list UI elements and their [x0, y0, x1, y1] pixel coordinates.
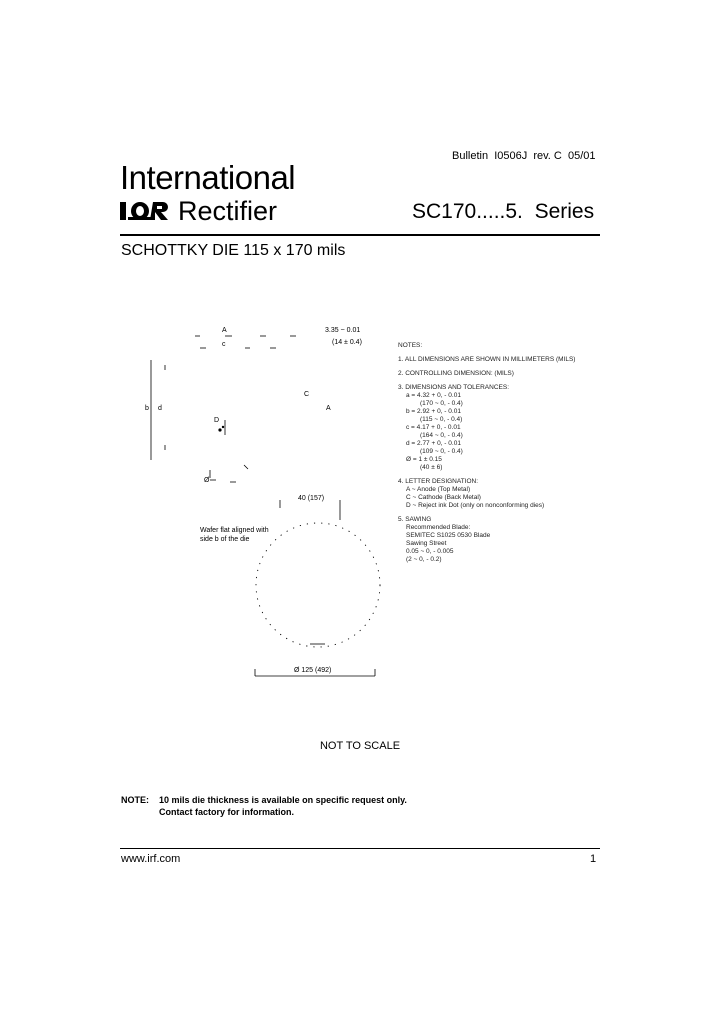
- wafer-diameter: Ø 125 (492): [294, 667, 332, 674]
- brand-international: International: [120, 159, 296, 196]
- brand-rectifier-line: [120, 195, 277, 227]
- dim-top-mils: (14 ± 0.4): [332, 339, 362, 346]
- note-line2: Contact factory for information.: [159, 807, 295, 817]
- note-5: 5. SAWING: [398, 516, 432, 523]
- notes-title: NOTES:: [398, 342, 423, 349]
- label-anode: A: [326, 405, 331, 412]
- tolerance-b: b = 2.92 + 0, - 0.01: [406, 408, 461, 415]
- letter-anode: A ~ Anode (Top Metal): [406, 486, 471, 493]
- series-title: SC170.....5. Series: [412, 200, 595, 223]
- tolerance-a-mils: (170 ~ 0, - 0.4): [420, 400, 463, 407]
- tolerance-d-mils: (109 ~ 0, - 0.4): [420, 448, 463, 455]
- dim-label-a: A: [222, 327, 227, 334]
- letter-cathode: C ~ Cathode (Back Metal): [406, 494, 481, 501]
- note-4: 4. LETTER DESIGNATION:: [398, 478, 479, 485]
- dim-label-b: b: [145, 405, 149, 412]
- tolerance-c: c = 4.17 + 0, - 0.01: [406, 424, 461, 431]
- label-cathode: C: [304, 391, 310, 398]
- sawing-street-label: Sawing Street: [406, 540, 447, 547]
- tolerance-phi: Ø = 1 ± 0.15: [406, 456, 442, 463]
- wafer-note-line1: Wafer flat aligned with: [200, 527, 269, 534]
- note-2: 2. CONTROLLING DIMENSION: (MILS): [398, 370, 514, 377]
- not-to-scale: NOT TO SCALE: [319, 740, 401, 752]
- wafer-note-line2: side b of the die: [200, 536, 250, 543]
- header-rule: [120, 234, 600, 236]
- bulletin-number: Bulletin I0506J rev. C 05/01: [452, 150, 596, 162]
- note-label: NOTE:: [121, 795, 149, 805]
- note-3: 3. DIMENSIONS AND TOLERANCES:: [398, 384, 510, 391]
- label-phi: Ø: [204, 477, 210, 484]
- dim-top-value: 3.35 ~ 0.01: [325, 327, 361, 334]
- brand-rectifier: Rectifier: [178, 196, 278, 226]
- tolerance-phi-mils: (40 ± 6): [420, 464, 443, 471]
- thickness-note: [121, 794, 407, 818]
- page-subtitle: SCHOTTKY DIE 115 x 170 mils: [121, 242, 346, 259]
- footer-rule: [120, 848, 600, 849]
- tolerance-c-mils: (164 ~ 0, - 0.4): [420, 432, 463, 439]
- sawing-blade-label: Recommended Blade:: [406, 524, 471, 531]
- sawing-blade: SEMITEC S1025 0530 Blade: [406, 532, 491, 539]
- page-number: 1: [590, 853, 597, 865]
- sawing-street-mils: (2 ~ 0, - 0.2): [406, 556, 442, 563]
- die-drawing: [120, 310, 400, 710]
- note-1: 1. ALL DIMENSIONS ARE SHOWN IN MILLIMETERS (MILS): [398, 356, 576, 363]
- sawing-street: 0.05 ~ 0, - 0.005: [406, 548, 454, 555]
- ior-logo: [120, 200, 172, 222]
- dim-label-d: d: [158, 405, 162, 412]
- note-line1: 10 mils die thickness is available on specific request only.: [159, 795, 407, 805]
- letter-reject: D ~ Reject ink Dot (only on nonconforming dies): [406, 502, 545, 509]
- footer-url: www.irf.com: [121, 853, 181, 865]
- tolerance-b-mils: (115 ~ 0, - 0.4): [420, 416, 463, 423]
- wafer-flat-dim: 40 (157): [298, 495, 325, 502]
- tolerance-a: a = 4.32 + 0, - 0.01: [406, 392, 461, 399]
- notes-block: [398, 342, 598, 564]
- dim-label-c: c: [222, 341, 226, 348]
- tolerance-d: d = 2.77 + 0, - 0.01: [406, 440, 461, 447]
- label-reject-dot: D: [214, 417, 220, 424]
